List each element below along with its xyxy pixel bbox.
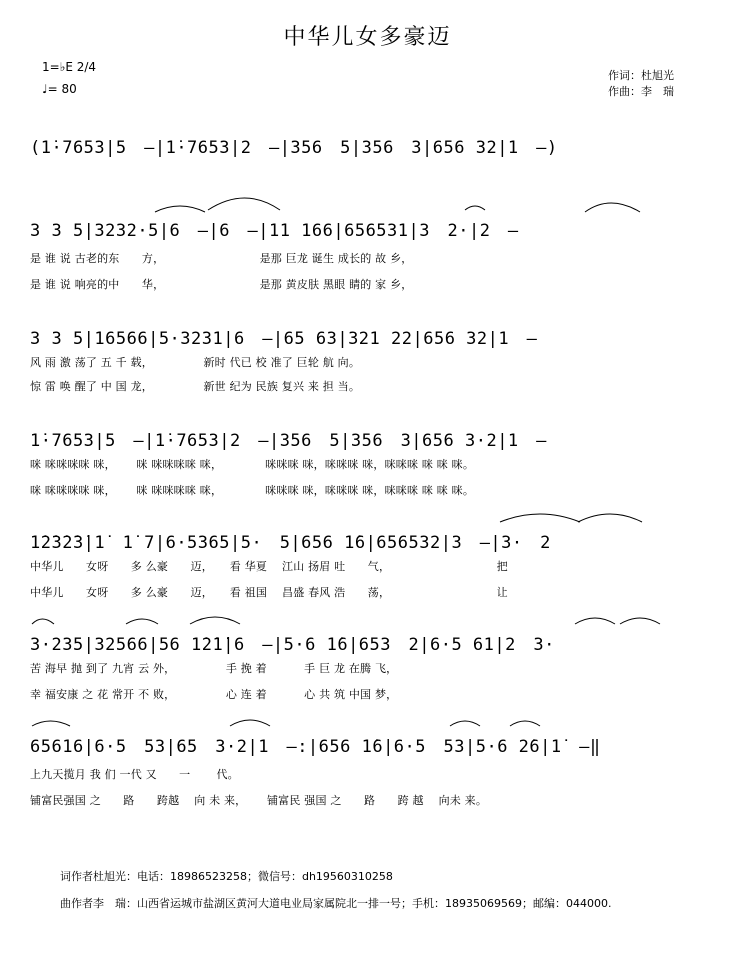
lyric-verse-2: 咪 咪咪咪咪 咪， 咪 咪咪咪咪 咪， 咪咪咪 咪，咪咪咪 咪，咪咪咪 咪 咪 咪。 <box>30 484 475 497</box>
composer-contact: 曲作者李 瑞：山西省运城市盐湖区黄河大道电业局家属院北一排一号；手机：18935069569；邮编：044000. <box>60 897 612 910</box>
lyric-verse-2: 铺富民强国 之 路 跨越 向 未 来， 铺富民 强国 之 路 跨 越 向未 来。 <box>30 794 488 807</box>
score-row-5 <box>30 520 705 599</box>
score-row-3 <box>30 316 705 393</box>
notation-line: 1̇2̇3̇2̇3̇|1̇ 1̇ 7|6·5365|5· 5|656 1̇6|656532|3 –|3· 2 <box>30 533 551 553</box>
lyric-verse-2: 惊 雷 唤 醒了 中 国 龙， 新世 纪为 民族 复兴 来 担 当。 <box>30 380 361 393</box>
lyric-verse-1: 上九天揽月 我 们 一代 又 一 代。 <box>30 768 239 781</box>
notation-line: 3·235|32566|56 1̇2̇1̇|6 –|5·6 1̇6|653 2|6·5 61|2 3· <box>30 635 555 655</box>
lyric-verse-1: 风 雨 激 荡了 五 千 载， 新时 代已 校 准了 巨轮 航 向。 <box>30 356 361 369</box>
score-row-2 <box>30 208 705 291</box>
notation-line: 1̇·7653|5 –|1̇·7653|2 –|356 5|356 3|656 3·2|1 – <box>30 431 547 451</box>
notation-line: 65616|6·5 53|65 3·2|1 –:|656 1̇6|6·5 53|5·6 2̇6|1̇ –‖ <box>30 737 601 757</box>
lyric-verse-1: 苦 海早 抛 到了 九宵 云 外， 手 挽 着 手 巨 龙 在腾 飞， <box>30 662 398 675</box>
tempo-marking: ♩= 80 <box>42 82 77 96</box>
lyric-verse-1: 是 谁 说 古老的东 方， 是那 巨龙 诞生 成长的 故 乡， <box>30 252 413 265</box>
notation-line: (1̇·7653|5 –|1̇·7653|2 –|356 5|356 3|656 32|1 –) <box>30 138 558 158</box>
notation-line: 3 3 5|16566|5·3231|6 –|65 63|321 22|656 32|1 – <box>30 329 538 349</box>
lyricist-credit: 作词：杜旭光 <box>608 69 674 82</box>
song-title: 中华儿女多豪迈 <box>283 25 452 50</box>
score-row-6 <box>30 622 705 701</box>
lyric-verse-2: 中华儿 女呀 多 么豪 迈， 看 祖国 昌盛 春风 浩 荡， 让 <box>30 586 508 599</box>
lyric-verse-1: 中华儿 女呀 多 么豪 迈， 看 华夏 江山 扬眉 吐 气， 把 <box>30 560 508 573</box>
score-row-4 <box>30 418 705 497</box>
lyric-verse-1: 咪 咪咪咪咪 咪， 咪 咪咪咪咪 咪， 咪咪咪 咪，咪咪咪 咪，咪咪咪 咪 咪 咪。 <box>30 458 475 471</box>
lyric-verse-2: 幸 福安康 之 花 常开 不 败， 心 连 着 心 共 筑 中国 梦， <box>30 688 398 701</box>
composer-credit: 作曲：李 瑞 <box>608 85 674 98</box>
notation-line: 3 3 5|3232·5|6 –|6 –|11 166|656531|3 2·|2 – <box>30 221 519 241</box>
key-signature: 1=♭E 2/4 <box>42 60 97 74</box>
lyricist-contact: 词作者杜旭光：电话：18986523258；微信号：dh19560310258 <box>60 870 393 883</box>
score-row-7 <box>30 724 705 807</box>
score-row-1 <box>30 125 705 195</box>
lyric-verse-2: 是 谁 说 响亮的中 华， 是那 黄皮肤 黑眼 睛的 家 乡， <box>30 278 413 291</box>
credits <box>608 68 674 100</box>
